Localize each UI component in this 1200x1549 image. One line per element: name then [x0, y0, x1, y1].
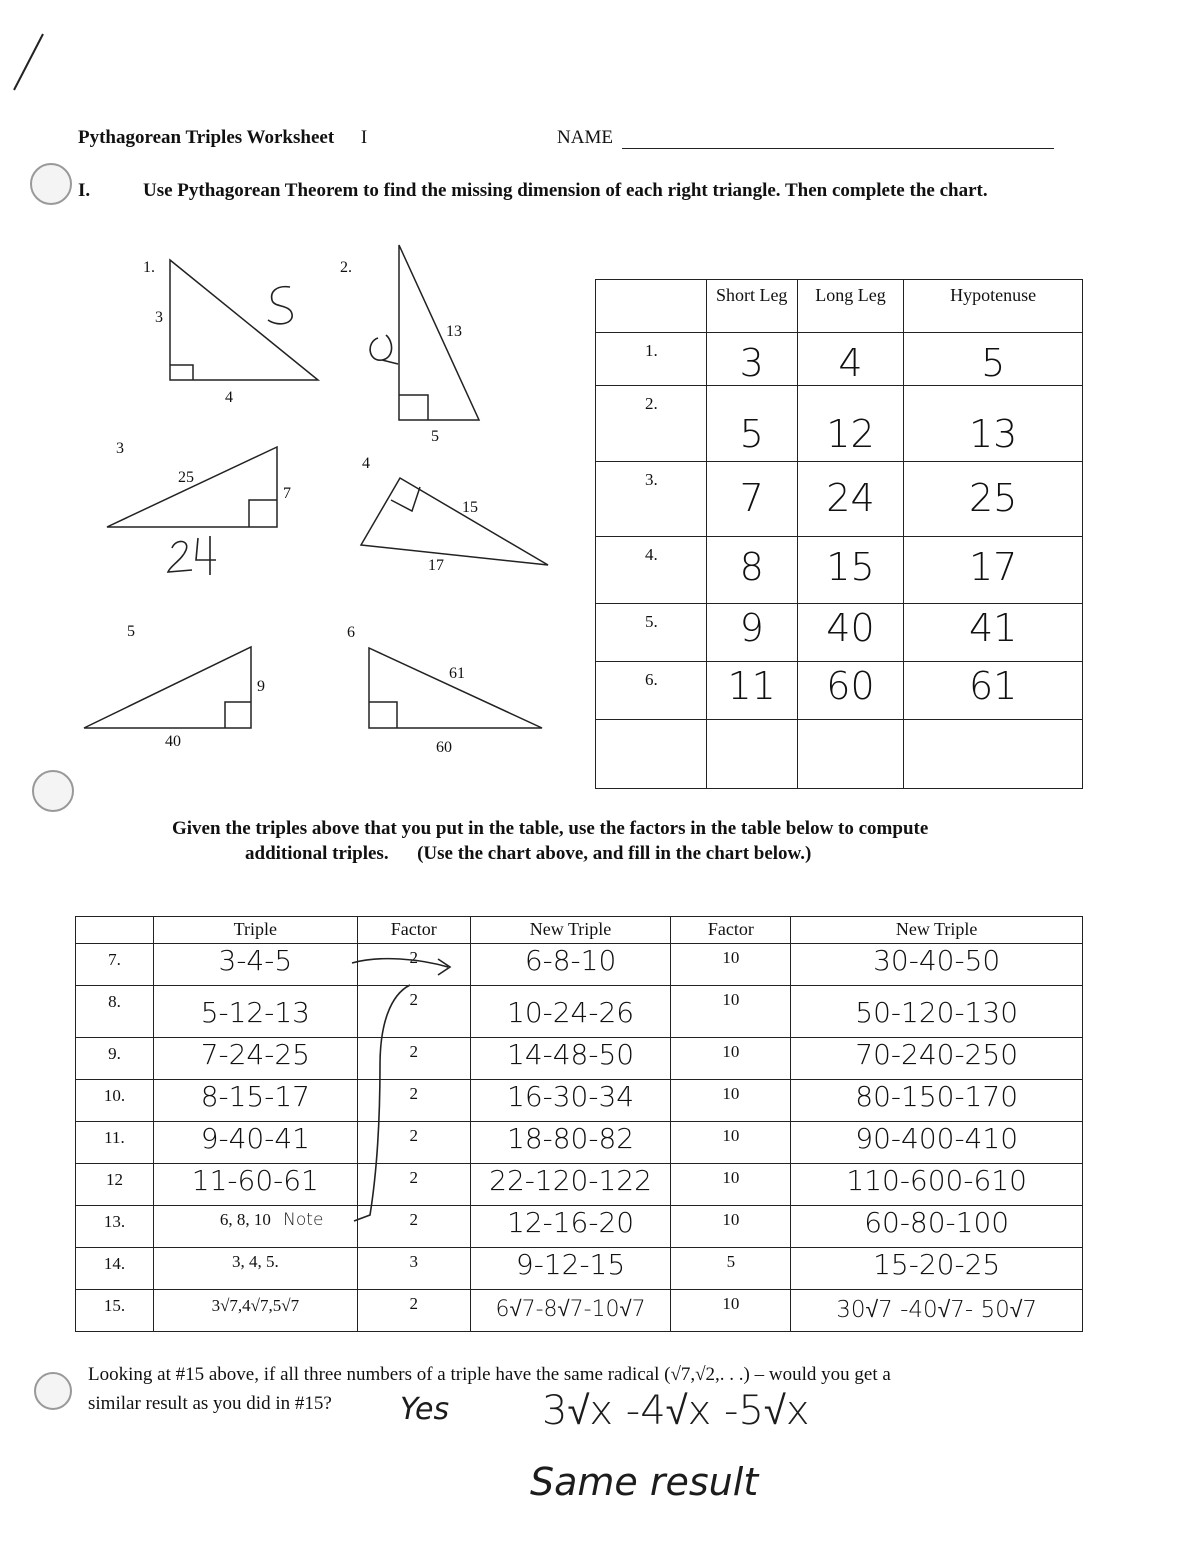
chart-2-cell-new-triple[interactable]: 80-150-170 — [791, 1080, 1083, 1122]
chart-2-header-triple: Triple — [153, 917, 357, 944]
chart-1-cell-hyp[interactable] — [904, 720, 1083, 789]
triangle-6-side-b: 60 — [436, 739, 452, 756]
chart-1-cell-short[interactable] — [706, 720, 797, 789]
chart-1-row-number: 1. — [596, 333, 707, 386]
chart-1-cell-short[interactable]: 8 — [706, 537, 797, 604]
chart-2-row-number: 8. — [76, 986, 154, 1038]
worksheet-title: Pythagorean Triples Worksheet I — [78, 127, 368, 148]
section-2-instructions-line-1: Given the triples above that you put in the table, use the factors in the table below to compute — [172, 818, 929, 839]
triangle-5-side-b: 40 — [165, 733, 181, 750]
chart-2-row-number: 7. — [76, 944, 154, 986]
chart-2-cell-factor: 10 — [671, 1290, 791, 1332]
chart-1-cell-long[interactable]: 24 — [797, 462, 904, 537]
chart-2-row-number: 9. — [76, 1038, 154, 1080]
chart-2-cell-new-triple[interactable]: 30-40-50 — [791, 944, 1083, 986]
chart-2-cell-triple[interactable]: 5-12-13 — [153, 986, 357, 1038]
chart-2-header-factor: Factor — [357, 917, 470, 944]
triangle-2-number: 2. — [340, 259, 352, 276]
chart-1-cell-hyp[interactable]: 25 — [904, 462, 1083, 537]
triangle-6 — [369, 648, 542, 728]
chart-2-cell-factor: 2 — [357, 986, 470, 1038]
triangle-2 — [399, 245, 479, 420]
chart-2-cell-factor: 10 — [671, 1164, 791, 1206]
triangle-4-number: 4 — [362, 455, 370, 472]
chart-1-cell-long[interactable]: 4 — [797, 333, 904, 386]
chart-2-cell-factor: 2 — [357, 1164, 470, 1206]
triangle-2-side-b: 5 — [431, 428, 439, 445]
name-field[interactable] — [622, 148, 1054, 149]
triangle-6-number: 6 — [347, 624, 355, 641]
triangle-2-side-a: 13 — [446, 323, 462, 340]
chart-1-cell-long[interactable] — [797, 720, 904, 789]
chart-2-cell-triple[interactable]: 11-60-61 — [153, 1164, 357, 1206]
chart-1-cell-hyp[interactable]: 17 — [904, 537, 1083, 604]
binder-hole-bottom — [34, 1372, 72, 1410]
chart-2-cell-new-triple[interactable]: 60-80-100 — [791, 1206, 1083, 1248]
chart-2-cell-new-triple[interactable]: 70-240-250 — [791, 1038, 1083, 1080]
chart-1-header-hyp: Hypotenuse — [904, 280, 1083, 333]
triangle-figures — [0, 230, 580, 770]
triangle-4 — [361, 478, 548, 565]
chart-1-row-number: 5. — [596, 604, 707, 662]
chart-2-cell-factor: 2 — [357, 1122, 470, 1164]
chart-2-triple-value: 6, 8, 10 — [219, 1210, 271, 1229]
chart-2-cell-triple: 3√7,4√7,5√7 — [153, 1290, 357, 1332]
chart-2-cell-triple[interactable]: 7-24-25 — [153, 1038, 357, 1080]
chart-2-cell-new-triple[interactable]: 22-120-122 — [470, 1164, 671, 1206]
chart-1-cell-short[interactable]: 5 — [706, 386, 797, 462]
chart-1 — [595, 279, 1083, 789]
chart-1-header-long: Long Leg — [797, 280, 904, 333]
chart-1-cell-hyp[interactable]: 41 — [904, 604, 1083, 662]
chart-2-cell-new-triple[interactable]: 18-80-82 — [470, 1122, 671, 1164]
chart-2-header-factor: Factor — [671, 917, 791, 944]
triangle-5 — [84, 647, 251, 728]
chart-2-cell-factor: 10 — [671, 986, 791, 1038]
chart-2-cell-new-triple[interactable]: 10-24-26 — [470, 986, 671, 1038]
answer-2-stroke — [370, 335, 398, 364]
chart-1-cell-short[interactable]: 11 — [706, 662, 797, 720]
chart-2-cell-new-triple[interactable]: 16-30-34 — [470, 1080, 671, 1122]
triangle-4-side-a: 15 — [462, 499, 478, 516]
chart-2-cell-new-triple[interactable]: 6-8-10 — [470, 944, 671, 986]
chart-2-cell-factor: 10 — [671, 1080, 791, 1122]
chart-1-cell-hyp[interactable]: 5 — [904, 333, 1083, 386]
chart-2-cell-new-triple[interactable]: 6√7-8√7-10√7 — [470, 1290, 671, 1332]
chart-2-cell-triple[interactable]: 8-15-17 — [153, 1080, 357, 1122]
chart-2-cell-factor: 10 — [671, 1122, 791, 1164]
chart-2-header-new-triple: New Triple — [791, 917, 1083, 944]
chart-2-cell-factor: 2 — [357, 944, 470, 986]
answer-text: Same result — [530, 1460, 759, 1504]
triangle-1-number: 1. — [143, 259, 155, 276]
chart-2-cell-triple: 3, 4, 5. — [153, 1248, 357, 1290]
triangle-3 — [107, 447, 277, 527]
section-number: I. — [78, 180, 91, 201]
chart-2-row-number: 13. — [76, 1206, 154, 1248]
chart-2-note: Note — [283, 1210, 324, 1230]
chart-2-cell-triple — [153, 1206, 357, 1248]
chart-2-cell-new-triple[interactable]: 12-16-20 — [470, 1206, 671, 1248]
answer-yes: Yes — [400, 1392, 450, 1427]
chart-2-cell-new-triple[interactable]: 9-12-15 — [470, 1248, 671, 1290]
section-2-instructions-line-2: additional triples. (Use the chart above, and fill in the chart below.) — [245, 843, 812, 864]
chart-2-row-number: 15. — [76, 1290, 154, 1332]
chart-1-cell-short[interactable]: 9 — [706, 604, 797, 662]
chart-1-row-number: 4. — [596, 537, 707, 604]
chart-1-cell-long[interactable]: 12 — [797, 386, 904, 462]
bracket-arrow — [340, 945, 470, 1235]
triangle-3-number: 3 — [116, 440, 124, 457]
chart-2-cell-factor: 10 — [671, 1206, 791, 1248]
triangle-3-side-a: 25 — [178, 469, 194, 486]
chart-1-cell-long[interactable]: 60 — [797, 662, 904, 720]
chart-2-cell-factor: 2 — [357, 1080, 470, 1122]
triangle-4-side-b: 17 — [428, 557, 444, 574]
chart-1-row-number: 2. — [596, 386, 707, 462]
chart-2-cell-new-triple[interactable]: 50-120-130 — [791, 986, 1083, 1038]
chart-1-row-number — [596, 720, 707, 789]
chart-2-cell-factor: 2 — [357, 1290, 470, 1332]
triangle-1-side-a: 3 — [155, 309, 163, 326]
chart-2-cell-factor: 5 — [671, 1248, 791, 1290]
name-label: NAME — [557, 127, 613, 148]
worksheet-version: I — [360, 127, 368, 148]
triangle-5-side-a: 9 — [257, 678, 265, 695]
chart-2-cell-triple[interactable]: 9-40-41 — [153, 1122, 357, 1164]
chart-2-cell-factor: 2 — [357, 1038, 470, 1080]
chart-2-cell-factor: 2 — [357, 1206, 470, 1248]
pen-mark — [8, 30, 48, 95]
chart-2-row-number: 12 — [76, 1164, 154, 1206]
chart-1-cell-hyp[interactable]: 13 — [904, 386, 1083, 462]
chart-1-cell-long[interactable]: 40 — [797, 604, 904, 662]
question-line-1: Looking at #15 above, if all three numbers of a triple have the same radical (√7,√2,. . .) – would you get a — [88, 1364, 891, 1385]
chart-2-row-number: 11. — [76, 1122, 154, 1164]
chart-2-header-new-triple: New Triple — [470, 917, 671, 944]
chart-2-cell-new-triple[interactable]: 30√7 -40√7- 50√7 — [791, 1290, 1083, 1332]
triangle-1 — [170, 260, 318, 380]
chart-1-row-number: 6. — [596, 662, 707, 720]
chart-2-cell-factor: 10 — [671, 1038, 791, 1080]
chart-2-cell-new-triple[interactable]: 15-20-25 — [791, 1248, 1083, 1290]
chart-1-cell-hyp[interactable]: 61 — [904, 662, 1083, 720]
chart-2-cell-new-triple[interactable]: 14-48-50 — [470, 1038, 671, 1080]
triangle-6-side-a: 61 — [449, 665, 465, 682]
answer-expression: 3√x -4√x -5√x — [542, 1388, 810, 1434]
chart-2 — [75, 916, 1083, 1332]
chart-1-row-number: 3. — [596, 462, 707, 537]
chart-2-cell-new-triple[interactable]: 110-600-610 — [791, 1164, 1083, 1206]
binder-hole-top — [30, 163, 72, 205]
answer-3-stroke — [168, 536, 216, 575]
question-line-2: similar result as you did in #15? — [88, 1393, 332, 1414]
answer-1-stroke — [268, 287, 292, 324]
triangle-5-number: 5 — [127, 623, 135, 640]
chart-2-cell-triple[interactable]: 3-4-5 — [153, 944, 357, 986]
binder-hole-middle — [32, 770, 74, 812]
chart-1-cell-long[interactable]: 15 — [797, 537, 904, 604]
chart-1-cell-short[interactable]: 7 — [706, 462, 797, 537]
chart-1-cell-short[interactable]: 3 — [706, 333, 797, 386]
chart-2-cell-new-triple[interactable]: 90-400-410 — [791, 1122, 1083, 1164]
chart-2-row-number: 14. — [76, 1248, 154, 1290]
chart-1-header-short: Short Leg — [706, 280, 797, 333]
triangle-3-side-b: 7 — [283, 485, 291, 502]
chart-2-row-number: 10. — [76, 1080, 154, 1122]
chart-2-cell-factor: 10 — [671, 944, 791, 986]
triangle-1-side-b: 4 — [225, 389, 233, 406]
section-instructions: Use Pythagorean Theorem to find the missing dimension of each right triangle. Then complete the chart. — [143, 180, 988, 201]
chart-2-cell-factor: 3 — [357, 1248, 470, 1290]
